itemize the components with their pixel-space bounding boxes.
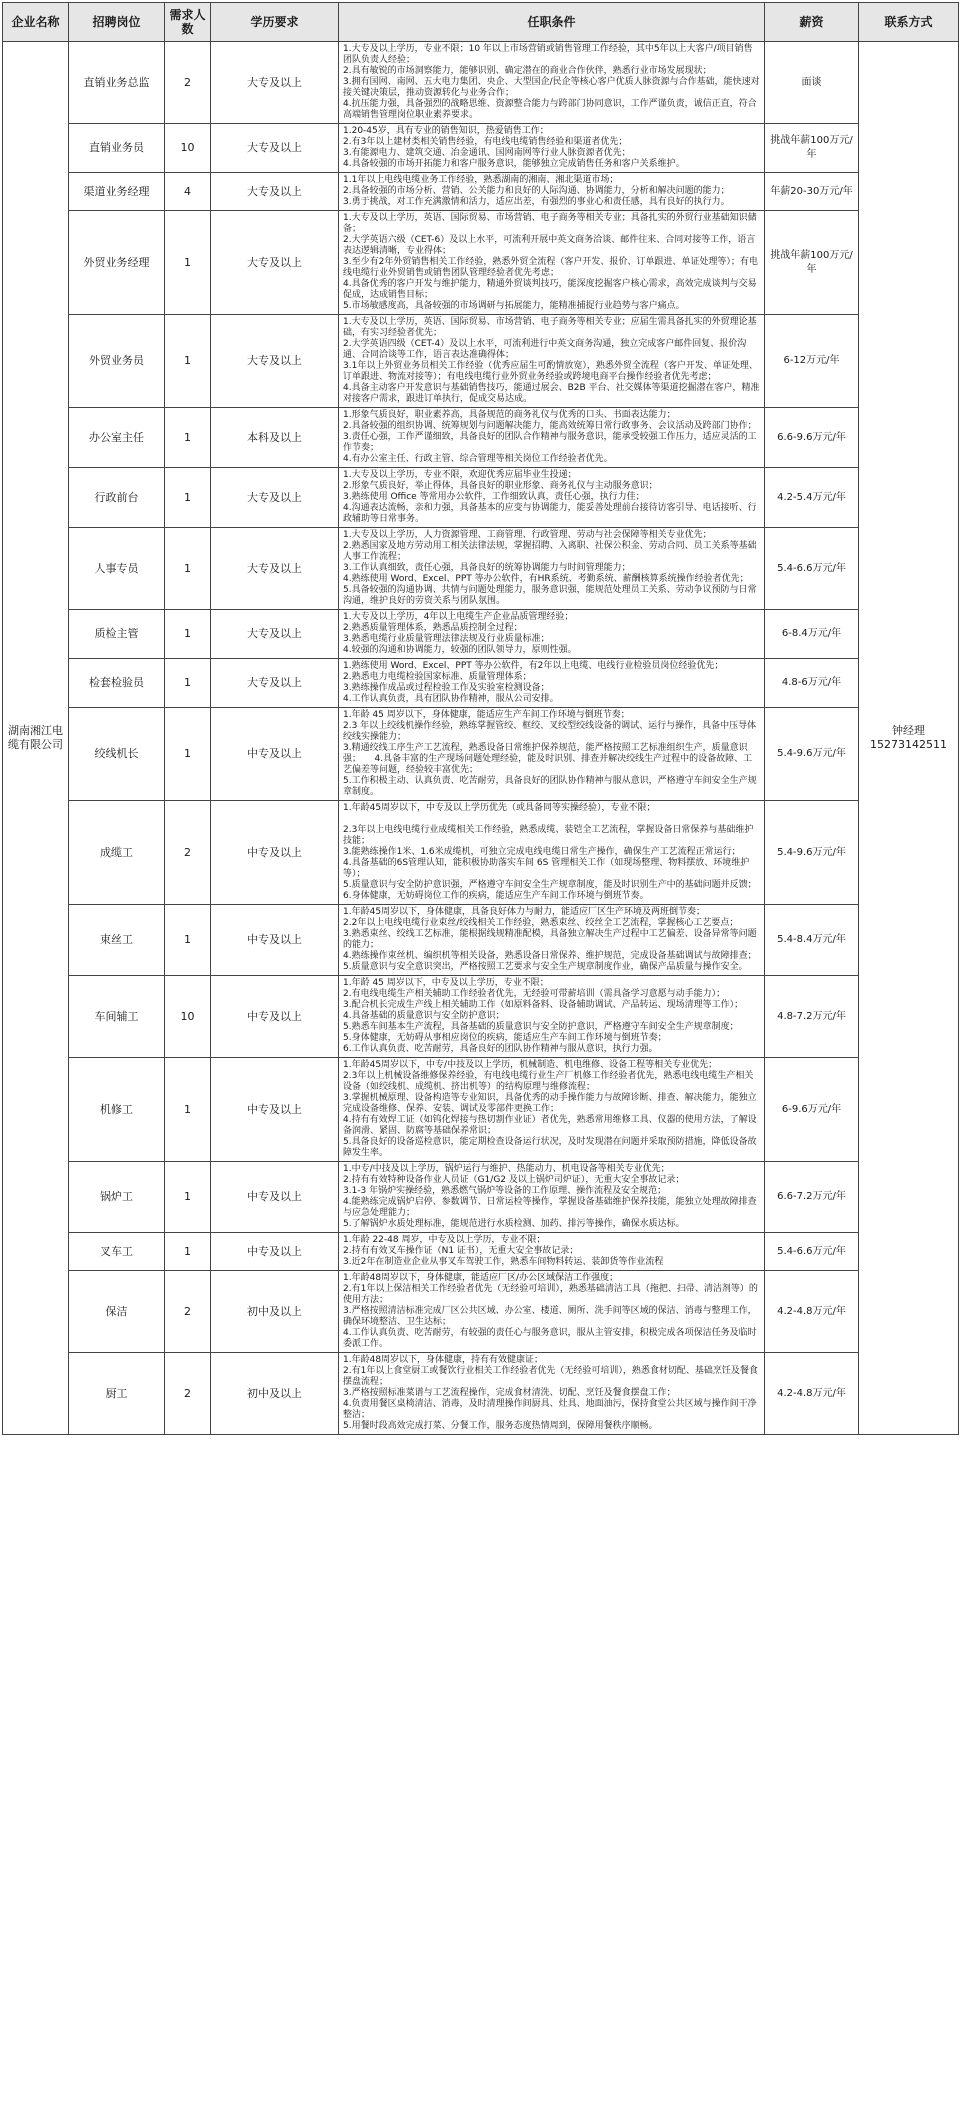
requirement-line: 4.工作认真负责，具有团队协作精神，服从公司安排。	[343, 694, 559, 704]
job-salary: 挑战年薪100万元/年	[765, 211, 859, 315]
job-count: 1	[165, 1058, 211, 1162]
job-position: 束丝工	[69, 905, 165, 976]
requirement-line: 3.能熟练操作1米、1.6米成缆机，可独立完成电线电缆日常生产操作，确保生产工艺流程正常运行；	[343, 847, 741, 857]
requirement-line: 3.有能源电力、建筑交通、冶金通讯、国网南网等行业人脉资源者优先；	[343, 148, 631, 158]
job-count: 2	[165, 801, 211, 905]
requirement-line: 1.大专及以上学历，专业不限，欢迎优秀应届毕业生投递；	[343, 470, 577, 480]
requirement-line: 3.精通绞线工序生产工艺流程，熟悉设备日常维护保养规范，能严格按照工艺标准组织生产，质量意识强； 4.具备丰富的生产现场问题处理经验，能及时识别、排查并解决绞线生产过程中的设备故障、工艺偏差等问题，经验较丰富优先；	[343, 743, 753, 775]
requirement-line: 5.市场敏感度高，具备较强的市场调研与拓展能力，能精准捕捉行业趋势与客户痛点。	[343, 301, 685, 311]
job-row	[3, 315, 959, 408]
requirement-line: 1.1年以上电线电缆业务工作经验，熟悉湖南的湘南、湘北渠道市场；	[343, 175, 619, 185]
job-requirements	[339, 528, 765, 610]
requirement-line: 5.质量意识与安全防护意识强，严格遵守车间安全生产规章制度，能及时识别生产中的基础问题并反馈；	[343, 880, 757, 890]
job-row	[3, 42, 959, 124]
requirement-line: 1.大专及以上学历，英语、国际贸易、市场营销、电子商务等相关专业；具备扎实的外贸行业基础知识储备；	[343, 213, 757, 234]
job-row	[3, 659, 959, 708]
requirement-line: 6.工作认真负责、吃苦耐劳，具备良好的团队协作精神与服从意识，执行力强。	[343, 1044, 658, 1054]
requirement-line: 4.较强的沟通和协调能力，较强的团队领导力，原则性强。	[343, 645, 577, 655]
job-requirements	[339, 1233, 765, 1271]
job-requirements	[339, 708, 765, 801]
requirement-line: 5.身体健康，无妨碍从事相应岗位的疾病，能适应生产车间工作环境与倒班节奏；	[343, 1033, 667, 1043]
requirement-line: 2.持有有效叉车操作证（N1 证书），无重大安全事故记录；	[343, 1246, 579, 1256]
job-position: 厨工	[69, 1353, 165, 1435]
job-salary: 6-8.4万元/年	[765, 610, 859, 659]
requirement-line: 2.2年以上电线电缆行业束丝/绞线相关工作经验，熟悉束丝、绞丝全工艺流程，掌握核心工艺要点；	[343, 918, 739, 928]
requirement-line: 2.3年以上电线电缆行业成缆相关工作经验，熟悉成缆、装铠全工艺流程，掌握设备日常保养与基础维护技能；	[343, 825, 754, 846]
job-position: 质检主管	[69, 610, 165, 659]
job-row	[3, 976, 959, 1058]
job-rows	[3, 42, 959, 1435]
requirement-line: 1.年龄48周岁以下，身体健康，持有有效健康证；	[343, 1355, 544, 1365]
requirement-line: 3.掌握机械原理、设备构造等专业知识，具备优秀的动手操作能力与故障诊断、排查、解决能力，能独立完成设备维修、保养、安装、调试及零部件更换工作；	[343, 1093, 757, 1114]
job-count: 10	[165, 976, 211, 1058]
requirement-line: 1.年龄 22-48 周岁，中专及以上学历，专业不限；	[343, 1235, 546, 1245]
job-row	[3, 124, 959, 173]
job-row	[3, 1233, 959, 1271]
job-position: 叉车工	[69, 1233, 165, 1271]
requirement-line: 4.工作认真负责、吃苦耐劳，有较强的责任心与服务意识，服从主管安排，积极完成各项保洁任务及临时委派工作。	[343, 1328, 757, 1349]
header-education: 学历要求	[211, 3, 339, 42]
job-education: 大专及以上	[211, 124, 339, 173]
requirement-line: 3.熟悉电缆行业质量管理法律法规及行业质量标准；	[343, 634, 550, 644]
job-count: 1	[165, 708, 211, 801]
requirement-line: 3.拥有国网、南网、五大电力集团、央企、大型国企/民企等核心客户优质人脉资源与合作基础，能快速对接关键决策层，推动资源转化与业务合作；	[343, 77, 760, 98]
job-position: 渠道业务经理	[69, 173, 165, 211]
job-education: 中专及以上	[211, 801, 339, 905]
requirement-line: 3.1年以上外贸业务员相关工作经验（优秀应届生可酌情放宽），熟悉外贸全流程（客户开发、单证处理、订单跟进、物流对接等）；有电线电缆行业外贸业务经验或跨境电商平台操作经验者优先考虑；	[343, 361, 758, 382]
requirement-line: 5.了解锅炉水质处理标准，能规范进行水质检测、加药、排污等操作，确保水质达标。	[343, 1219, 685, 1229]
job-requirements	[339, 976, 765, 1058]
job-count: 1	[165, 315, 211, 408]
job-salary: 面谈	[765, 42, 859, 124]
job-education: 大专及以上	[211, 659, 339, 708]
header-requirements: 任职条件	[339, 3, 765, 42]
requirement-line: 1.年龄48周岁以下，身体健康，能适应厂区/办公区域保洁工作强度；	[343, 1273, 619, 1283]
contact-name: 钟经理	[892, 724, 925, 737]
job-salary: 4.2-4.8万元/年	[765, 1353, 859, 1435]
requirement-line: 1.年龄45周岁以下，中专/中技及以上学历，机械制造、机电维修、设备工程等相关专业优先；	[343, 1060, 718, 1070]
job-count: 1	[165, 408, 211, 468]
job-count: 1	[165, 610, 211, 659]
job-position: 直销业务总监	[69, 42, 165, 124]
job-requirements	[339, 659, 765, 708]
contact-info	[859, 42, 959, 1435]
job-position: 检套检验员	[69, 659, 165, 708]
job-count: 2	[165, 1271, 211, 1353]
requirement-line: 1.年龄 45 周岁以下，身体健康，能适应生产车间工作环境与倒班节奏；	[343, 710, 630, 720]
requirement-line: 1.大专及以上学历，英语、国际贸易、市场营销、电子商务等相关专业；应届生需具备扎实的外贸理论基础，有实习经验者优先；	[343, 317, 757, 338]
requirement-line: 5.具备较强的沟通协调、共情与问题处理能力，服务意识强，能规范处理员工关系、劳动争议预防与日常沟通，维护良好的劳资关系与团队氛围。	[343, 585, 757, 606]
requirement-line: 5.质量意识与安全意识突出，严格按照工艺要求与安全生产规章制度作业，确保产品质量与操作安全。	[343, 962, 748, 972]
requirement-line: 4.抗压能力强，具备强烈的战略思维、资源整合能力与跨部门协同意识，工作严谨负责，诚信正直，符合高端销售管理岗位职业素养要求。	[343, 99, 757, 120]
job-requirements	[339, 173, 765, 211]
job-salary: 5.4-9.6万元/年	[765, 708, 859, 801]
job-row	[3, 610, 959, 659]
requirement-line: 2.有1年以上食堂厨工或餐饮行业相关工作经验者优先（无经验可培训），熟悉食材切配、基础烹饪及餐食摆盘流程；	[343, 1366, 758, 1387]
requirement-line: 3.近2年在制造业企业从事叉车驾驶工作，熟悉车间物料转运、装卸货等作业流程	[343, 1257, 664, 1267]
job-salary: 5.4-8.4万元/年	[765, 905, 859, 976]
header-salary: 薪资	[765, 3, 859, 42]
job-row	[3, 1058, 959, 1162]
job-count: 2	[165, 42, 211, 124]
requirement-line: 2.3 年以上绞线机操作经验，熟练掌握管绞、框绞、叉绞型绞线设备的调试、运行与操作，具备中压导体绞线实操能力；	[343, 721, 757, 742]
job-requirements	[339, 42, 765, 124]
job-count: 2	[165, 1353, 211, 1435]
job-position: 锅炉工	[69, 1162, 165, 1233]
requirement-line: 2.具有敏锐的市场洞察能力，能够识别、确定潜在的商业合作伙伴，熟悉行业市场发展现状；	[343, 66, 712, 76]
requirement-line: 1.年龄45周岁以下，中专及以上学历优先（或具备同等实操经验），专业不限；	[343, 803, 656, 813]
job-row	[3, 801, 959, 905]
job-salary: 年薪20-30万元/年	[765, 173, 859, 211]
job-education: 初中及以上	[211, 1353, 339, 1435]
job-table	[2, 2, 959, 1435]
job-salary: 6-9.6万元/年	[765, 1058, 859, 1162]
job-education: 中专及以上	[211, 905, 339, 976]
requirement-line: 4.有办公室主任、行政主管、综合管理等相关岗位工作经验者优先。	[343, 454, 613, 464]
job-salary: 4.8-7.2万元/年	[765, 976, 859, 1058]
requirement-line: 3.1-3 年锅炉实操经验，熟悉燃气锅炉等设备的工作原理、操作流程及安全规范；	[343, 1186, 667, 1196]
requirement-line: 1.熟练使用 Word、Excel、PPT 等办公软件，有2年以上电缆、电线行业检验员岗位经验优先；	[343, 661, 724, 671]
job-requirements	[339, 801, 765, 905]
requirement-line: 4.具备优秀的客户开发与维护能力，精通外贸谈判技巧，能深度挖掘客户核心需求，高效完成谈判与交易促成，达成销售目标；	[343, 279, 757, 300]
job-education: 大专及以上	[211, 315, 339, 408]
job-salary: 6.6-9.6万元/年	[765, 408, 859, 468]
job-salary: 6-12万元/年	[765, 315, 859, 408]
requirement-line: 4.熟练使用 Word、Excel、PPT 等办公软件，有HR系统、考勤系统、薪酬核算系统操作经验者优先；	[343, 574, 749, 584]
requirement-line: 3.熟悉束丝、绞线工艺标准，能根据线规精准配模，具备独立解决生产过程中工艺偏差、设备异常等问题的能力；	[343, 929, 757, 950]
job-row	[3, 211, 959, 315]
job-education: 中专及以上	[211, 1233, 339, 1271]
requirement-line: 1.大专及以上学历，专业不限；10 年以上市场营销或销售管理工作经验，其中5年以上大客户/项目销售团队负责人经验；	[343, 44, 753, 65]
requirement-line: 3.配合机长完成生产线上相关辅助工作（如原料备料、设备辅助调试、产品转运、现场清理等工作）；	[343, 1000, 744, 1010]
requirement-line: 2.熟悉质量管理体系，熟悉品质控制全过程；	[343, 623, 523, 633]
job-count: 1	[165, 211, 211, 315]
job-salary: 4.2-5.4万元/年	[765, 468, 859, 528]
job-position: 办公室主任	[69, 408, 165, 468]
job-education: 中专及以上	[211, 1058, 339, 1162]
job-row	[3, 528, 959, 610]
job-row	[3, 1162, 959, 1233]
job-position: 外贸业务员	[69, 315, 165, 408]
job-requirements	[339, 408, 765, 468]
header-row	[3, 3, 959, 42]
job-row	[3, 708, 959, 801]
job-salary: 5.4-9.6万元/年	[765, 801, 859, 905]
requirement-line: 6.身体健康，无妨碍岗位工作的疾病，能适应生产车间工作环境与倒班节奏。	[343, 891, 649, 901]
requirement-line: 2.熟悉电力电缆检验国家标准、质量管理体系；	[343, 672, 532, 682]
job-position: 保洁	[69, 1271, 165, 1353]
job-row	[3, 408, 959, 468]
job-count: 1	[165, 905, 211, 976]
requirement-line: 2.持有有效特种设备作业人员证（G1/G2 及以上锅炉司炉证），无重大安全事故记录；	[343, 1175, 685, 1185]
job-education: 初中及以上	[211, 1271, 339, 1353]
requirement-line: 1.年龄 45 周岁以下，中专及以上学历，专业不限；	[343, 978, 549, 988]
job-row	[3, 173, 959, 211]
requirement-line: 3.勇于挑战，对工作充满激情和活力，适应出差，有强烈的事业心和责任感，具有良好的执行力。	[343, 197, 730, 207]
requirement-line: 3.严格按照清洁标准完成厂区公共区域、办公室、楼道、厕所、洗手间等区域的保洁、消毒与整理工作，确保环境整洁、卫生达标；	[343, 1306, 757, 1327]
job-salary: 6.6-7.2万元/年	[765, 1162, 859, 1233]
job-education: 大专及以上	[211, 211, 339, 315]
job-salary: 挑战年薪100万元/年	[765, 124, 859, 173]
requirement-line: 1.大专及以上学历，4年以上电缆生产企业品质管理经验；	[343, 612, 574, 622]
requirement-line: 2.大学英语六级（CET-6）及以上水平，可流利开展中英文商务洽谈、邮件往来、合同对接等工作，语言表达逻辑清晰，专业得体；	[343, 235, 756, 256]
requirement-line: 4.具备基础的6S管理认知，能积极协助落实车间 6S 管理相关工作（如现场整理、物料摆放、环境维护等）；	[343, 858, 750, 879]
job-row	[3, 905, 959, 976]
requirement-line: 3.责任心强，工作严谨细致，具备良好的团队合作精神与服务意识，能承受较强工作压力，适应灵活的工作节奏；	[343, 432, 757, 453]
job-salary: 4.8-6万元/年	[765, 659, 859, 708]
requirement-line: 2.有1年以上保洁相关工作经验者优先（无经验可培训），熟悉基础清洁工具（拖把、扫帚、清洁剂等）的使用方法；	[343, 1284, 758, 1305]
requirement-line: 5.熟悉车间基本生产流程，具备基础的质量意识与安全防护意识，严格遵守车间安全生产规章制度；	[343, 1022, 739, 1032]
header-contact: 联系方式	[859, 3, 959, 42]
job-education: 大专及以上	[211, 468, 339, 528]
requirement-line: 2.形象气质良好，举止得体，具备良好的职业形象、商务礼仪与主动服务意识；	[343, 481, 658, 491]
job-education: 大专及以上	[211, 42, 339, 124]
job-requirements	[339, 905, 765, 976]
requirement-line: 3.至少有2年外贸销售相关工作经验，熟悉外贸全流程（客户开发、报价、订单跟进、单证处理等）；有电线电缆行业外贸销售或销售团队管理经验者优先考虑；	[343, 257, 758, 278]
requirement-line: 4.能熟练完成锅炉启停、参数调节、日常运检等操作，掌握设备基础维护保养技能，能独立处理故障排查与应急处理能力；	[343, 1197, 757, 1218]
requirement-line: 4.持有有效焊工证（如钨化焊接与热切割作业证）者优先，熟悉常用维修工具、仪器的使用方法，了解设备润滑、紧固、防腐等基础保养常识；	[343, 1115, 757, 1136]
job-row	[3, 1353, 959, 1435]
job-education: 中专及以上	[211, 708, 339, 801]
job-position: 行政前台	[69, 468, 165, 528]
job-count: 10	[165, 124, 211, 173]
job-education: 本科及以上	[211, 408, 339, 468]
job-position: 人事专员	[69, 528, 165, 610]
job-requirements	[339, 1271, 765, 1353]
job-row	[3, 468, 959, 528]
requirement-line: 4.熟练操作束丝机、编织机等相关设备，熟悉设备日常保养、维护规范，完成设备基础调试与故障排查；	[343, 951, 757, 961]
requirement-line: 2.具备较强的组织协调、统筹规划与问题解决能力，能高效统筹日常行政事务、会议活动及跨部门协作；	[343, 421, 757, 431]
job-position: 成缆工	[69, 801, 165, 905]
requirement-line: 4.具备主动客户开发意识与基础销售技巧，能通过展会、B2B 平台、社交媒体等渠道挖掘潜在客户，精准对接客户需求，跟进订单执行，促成交易达成。	[343, 383, 760, 404]
requirement-line: 4.沟通表达流畅，亲和力强，具备基本的应变与协调能力，能妥善处理前台接待访客引导、电话接听、行政辅助等日常事务。	[343, 503, 757, 524]
job-count: 1	[165, 1233, 211, 1271]
job-education: 中专及以上	[211, 976, 339, 1058]
job-position: 机修工	[69, 1058, 165, 1162]
job-position: 直销业务员	[69, 124, 165, 173]
job-education: 大专及以上	[211, 528, 339, 610]
requirement-line: 4.负责用餐区桌椅清洁、消毒，及时清理操作间厨具、灶具、地面油污，保持食堂公共区域与操作间干净整洁；	[343, 1399, 757, 1420]
job-salary: 5.4-6.6万元/年	[765, 528, 859, 610]
requirement-line: 3.熟练操作成品或过程检验工作及实验室检测设备；	[343, 683, 550, 693]
job-salary: 4.2-4.8万元/年	[765, 1271, 859, 1353]
requirement-line: 2.3年以上机械设备维修保养经验，有电线电缆行业生产厂机修工作经验者优先，熟悉电线电缆生产相关设备（如绞线机、成缆机、挤出机等）的结构原理与维修流程；	[343, 1071, 754, 1092]
job-requirements	[339, 1058, 765, 1162]
job-requirements	[339, 610, 765, 659]
header-position: 招聘岗位	[69, 3, 165, 42]
job-salary: 5.4-6.6万元/年	[765, 1233, 859, 1271]
job-requirements	[339, 1353, 765, 1435]
job-position: 外贸业务经理	[69, 211, 165, 315]
requirement-line	[343, 814, 760, 825]
header-company: 企业名称	[3, 3, 69, 42]
requirement-line: 1.年龄45周岁以下，身体健康，具备良好体力与耐力，能适应厂区生产环境及两班倒节奏；	[343, 907, 706, 917]
job-requirements	[339, 1162, 765, 1233]
job-education: 大专及以上	[211, 173, 339, 211]
requirement-line: 1.中专/中技及以上学历，锅炉运行与维护、热能动力、机电设备等相关专业优先；	[343, 1164, 670, 1174]
requirement-line: 4.具备较强的市场开拓能力和客户服务意识，能够独立完成销售任务和客户关系维护。	[343, 159, 685, 169]
requirement-line: 2.有3年以上建材类相关销售经验，有电线电缆销售经验和渠道者优先；	[343, 137, 628, 147]
job-education: 大专及以上	[211, 610, 339, 659]
job-position: 绞线机长	[69, 708, 165, 801]
job-count: 1	[165, 468, 211, 528]
requirement-line: 2.有电线电缆生产相关辅助工作经验者优先，无经验可带薪培训（需具备学习意愿与动手能力）；	[343, 989, 726, 999]
job-count: 1	[165, 659, 211, 708]
job-count: 4	[165, 173, 211, 211]
requirement-line: 3.熟练使用 Office 等常用办公软件，工作细致认真，责任心强，执行力佳；	[343, 492, 645, 502]
job-row	[3, 1271, 959, 1353]
job-count: 1	[165, 528, 211, 610]
requirement-line: 5.具备良好的设备巡检意识，能定期检查设备运行状况，及时发现潜在问题并采取预防措施，降低设备故障发生率。	[343, 1137, 757, 1158]
job-requirements	[339, 211, 765, 315]
job-count: 1	[165, 1162, 211, 1233]
header-count: 需求人数	[165, 3, 211, 42]
requirement-line: 3.严格按照标准菜谱与工艺流程操作，完成食材清洗、切配、烹饪及餐食摆盘工作；	[343, 1388, 676, 1398]
contact-phone: 15273142511	[870, 738, 947, 751]
requirement-line: 2.熟悉国家及地方劳动用工相关法律法规，掌握招聘、入离职、社保公积金、劳动合同、员工关系等基础人事工作流程；	[343, 541, 757, 562]
requirement-line: 2.大学英语四级（CET-4）及以上水平，可流利进行中英文商务沟通，独立完成客户邮件回复、报价沟通、合同洽谈等工作，语言表达准确得体；	[343, 339, 747, 360]
job-requirements	[339, 124, 765, 173]
requirement-line: 3.工作认真细致，责任心强，具备良好的统筹协调能力与时间管理能力；	[343, 563, 631, 573]
requirement-line: 1.形象气质良好，职业素养高，具备规范的商务礼仪与优秀的口头、书面表达能力；	[343, 410, 676, 420]
requirement-line: 5.工作积极主动、认真负责、吃苦耐劳，具备良好的团队协作精神与服从意识，严格遵守车间安全生产规章制度。	[343, 776, 757, 797]
requirement-line: 4.具备基础的质量意识与安全防护意识；	[343, 1011, 505, 1021]
company-name: 湖南湘江电缆有限公司	[3, 42, 69, 1435]
requirement-line: 1.大专及以上学历，人力资源管理、工商管理、行政管理、劳动与社会保障等相关专业优先；	[343, 530, 712, 540]
requirement-line: 2.具备较强的市场分析、营销、公关能力和良好的人际沟通、协调能力，分析和解决问题的能力；	[343, 186, 730, 196]
job-education: 中专及以上	[211, 1162, 339, 1233]
requirement-line: 5.用餐时段高效完成打菜、分餐工作，服务态度热情周到，保障用餐秩序顺畅。	[343, 1421, 658, 1431]
job-requirements	[339, 315, 765, 408]
requirement-line: 1.20-45岁，具有专业的销售知识，热爱销售工作；	[343, 126, 549, 136]
job-requirements	[339, 468, 765, 528]
job-position: 车间辅工	[69, 976, 165, 1058]
